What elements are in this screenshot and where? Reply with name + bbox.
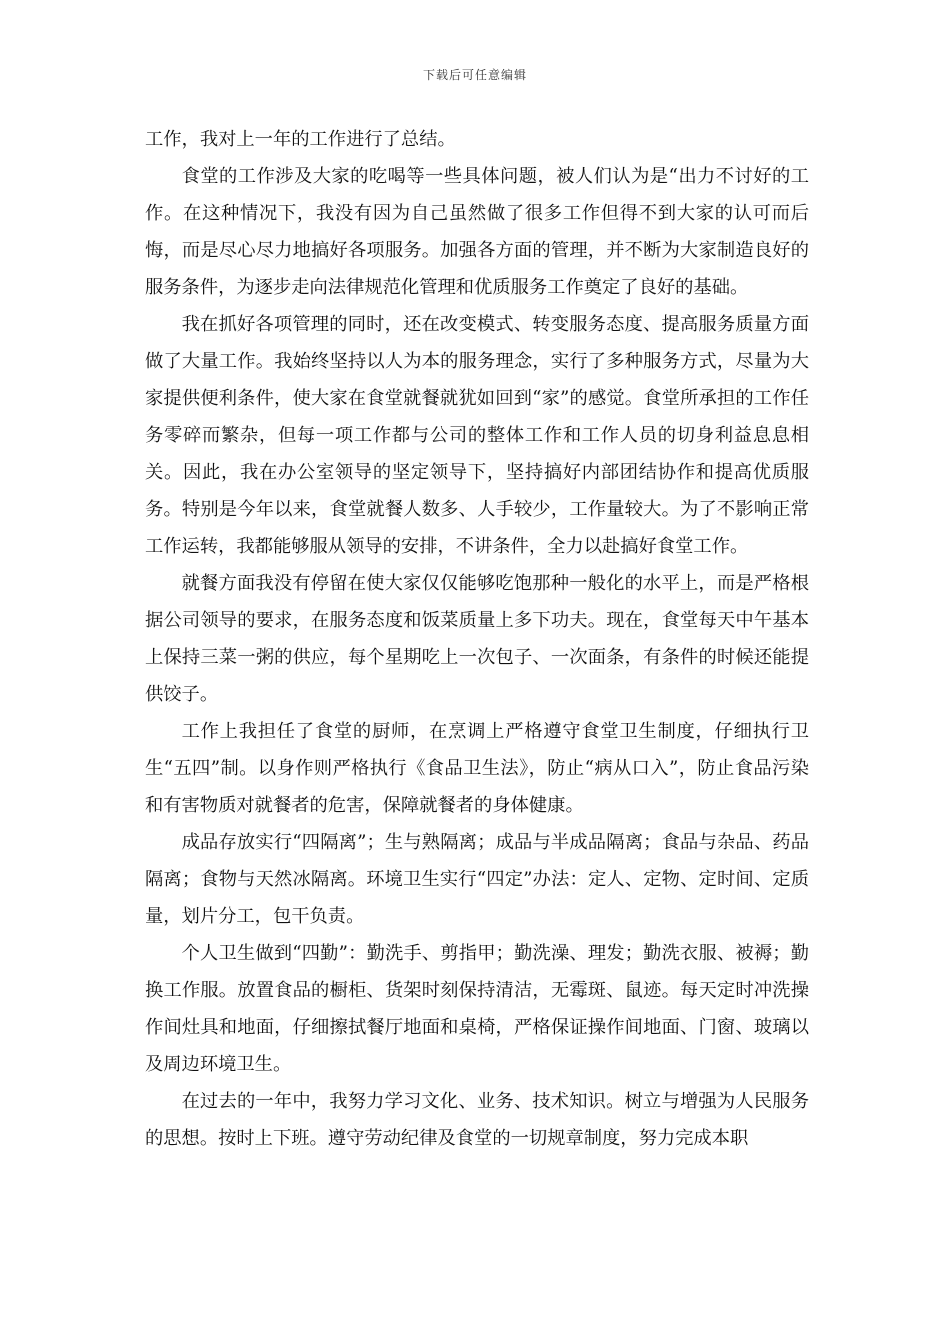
paragraph-8: 在过去的一年中，我努力学习文化、业务、技术知识。树立与增强为人民服务的思想。按时上下班。遵守劳动纪律及食堂的一切规章制度，努力完成本职	[145, 1091, 809, 1149]
paragraph-1: 工作，我对上一年的工作进行了总结。	[145, 129, 456, 150]
paragraph-2: 食堂的工作涉及大家的吃喝等一些具体问题，被人们认为是“出力不讨好的工作。在这种情况下，我没有因为自己虽然做了很多工作但得不到大家的认可而后悔，而是尽心尽力地搞好各项服务。加强各方面的管理，并不断为大家制造良好的服务条件，为逐步走向法律规范化管理和优质服务工作奠定了良好的基础。	[145, 166, 809, 298]
paragraph-3: 我在抓好各项管理的同时，还在改变模式、转变服务态度、提高服务质量方面做了大量工作。我始终坚持以人为本的服务理念，实行了多种服务方式，尽量为大家提供便利条件，使大家在食堂就餐就犹如回到“家”的感觉。食堂所承担的工作任务零碎而繁杂，但每一项工作都与公司的整体工作和工作人员的切身利益息息相关。因此，我在办公室领导的坚定领导下，坚持搞好内部团结协作和提高优质服务。特别是今年以来，食堂就餐人数多、人手较少，工作量较大。为了不影响正常工作运转，我都能够服从领导的安排，不讲条件，全力以赴搞好食堂工作。	[145, 314, 809, 557]
document-body	[145, 121, 809, 1157]
paragraph-4: 就餐方面我没有停留在使大家仅仅能够吃饱那种一般化的水平上，而是严格根据公司领导的要求，在服务态度和饭菜质量上多下功夫。现在，食堂每天中午基本上保持三菜一粥的供应，每个星期吃上一次包子、一次面条，有条件的时候还能提供饺子。	[145, 573, 809, 705]
paragraph-6: 成品存放实行“四隔离”；生与熟隔离；成品与半成品隔离；食品与杂品、药品隔离；食物与天然冰隔离。环境卫生实行“四定”办法：定人、定物、定时间、定质量，划片分工，包干负责。	[145, 832, 809, 927]
paragraph-5: 工作上我担任了食堂的厨师，在烹调上严格遵守食堂卫生制度，仔细执行卫生“五四”制。以身作则严格执行《食品卫生法》，防止“病从口入”，防止食品污染和有害物质对就餐者的危害，保障就餐者的身体健康。	[145, 721, 809, 816]
page-header: 下载后可任意编辑	[422, 68, 527, 82]
paragraph-7: 个人卫生做到“四勤”：勤洗手、剪指甲；勤洗澡、理发；勤洗衣服、被褥；勤换工作服。放置食品的橱柜、货架时刻保持清洁，无霉斑、鼠迹。每天定时冲洗操作间灶具和地面，仔细擦拭餐厅地面和桌椅，严格保证操作间地面、门窗、玻璃以及周边环境卫生。	[145, 943, 809, 1075]
